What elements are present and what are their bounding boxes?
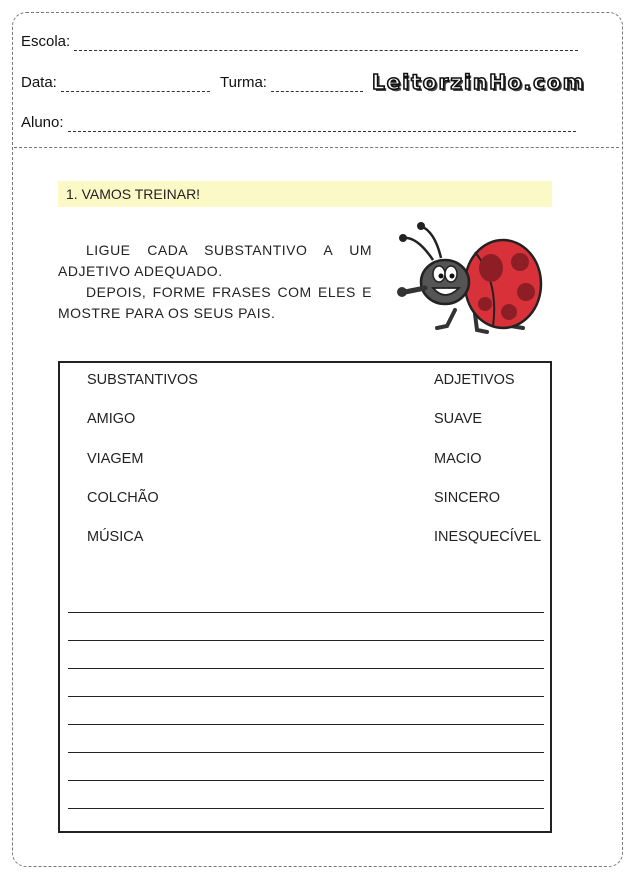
instruction-1: LIGUE CADA SUBSTANTIVO A UM ADJETIVO ADEQUADO. <box>58 242 372 279</box>
turma-label: Turma: <box>220 74 267 91</box>
data-label: Data: <box>21 74 57 91</box>
substantivo-item[interactable]: MÚSICA <box>87 529 144 546</box>
aluno-label: Aluno: <box>21 114 64 131</box>
writing-line[interactable] <box>68 724 544 725</box>
adjetivo-item[interactable]: SINCERO <box>434 489 501 506</box>
data-row <box>21 74 210 92</box>
writing-line[interactable] <box>68 612 544 613</box>
writing-line[interactable] <box>68 696 544 697</box>
data-field[interactable] <box>61 79 210 92</box>
aluno-row <box>21 114 576 132</box>
substantivo-item[interactable]: AMIGO <box>87 411 136 428</box>
instruction-2: DEPOIS, FORME FRASES COM ELES E MOSTRE PARA OS SEUS PAIS. <box>58 284 372 321</box>
adjetivos-header: ADJETIVOS <box>434 372 515 388</box>
substantivo-item[interactable]: VIAGEM <box>87 450 144 467</box>
escola-row <box>21 33 578 51</box>
adjetivo-item[interactable]: MACIO <box>434 450 482 467</box>
instructions <box>58 240 372 324</box>
ladybug-illustration <box>395 222 545 342</box>
adjetivos-column <box>434 371 541 567</box>
exercise-title: 1. VAMOS TREINAR! <box>58 181 552 207</box>
site-logo: LeitorzinHo.com <box>372 70 586 94</box>
escola-field[interactable] <box>74 38 578 51</box>
substantivos-header: SUBSTANTIVOS <box>87 372 198 388</box>
header-divider <box>14 147 619 148</box>
writing-line[interactable] <box>68 640 544 641</box>
matching-box <box>58 361 552 833</box>
writing-line[interactable] <box>68 668 544 669</box>
substantivo-item[interactable]: COLCHÃO <box>87 489 159 506</box>
writing-line[interactable] <box>68 808 544 809</box>
turma-row <box>220 74 363 92</box>
writing-line[interactable] <box>68 780 544 781</box>
aluno-field[interactable] <box>68 119 576 132</box>
adjetivo-item[interactable]: SUAVE <box>434 411 483 428</box>
adjetivo-item[interactable]: INESQUECÍVEL <box>434 529 542 546</box>
turma-field[interactable] <box>271 79 363 92</box>
writing-line[interactable] <box>68 752 544 753</box>
escola-label: Escola: <box>21 33 71 50</box>
substantivos-column <box>87 371 198 567</box>
